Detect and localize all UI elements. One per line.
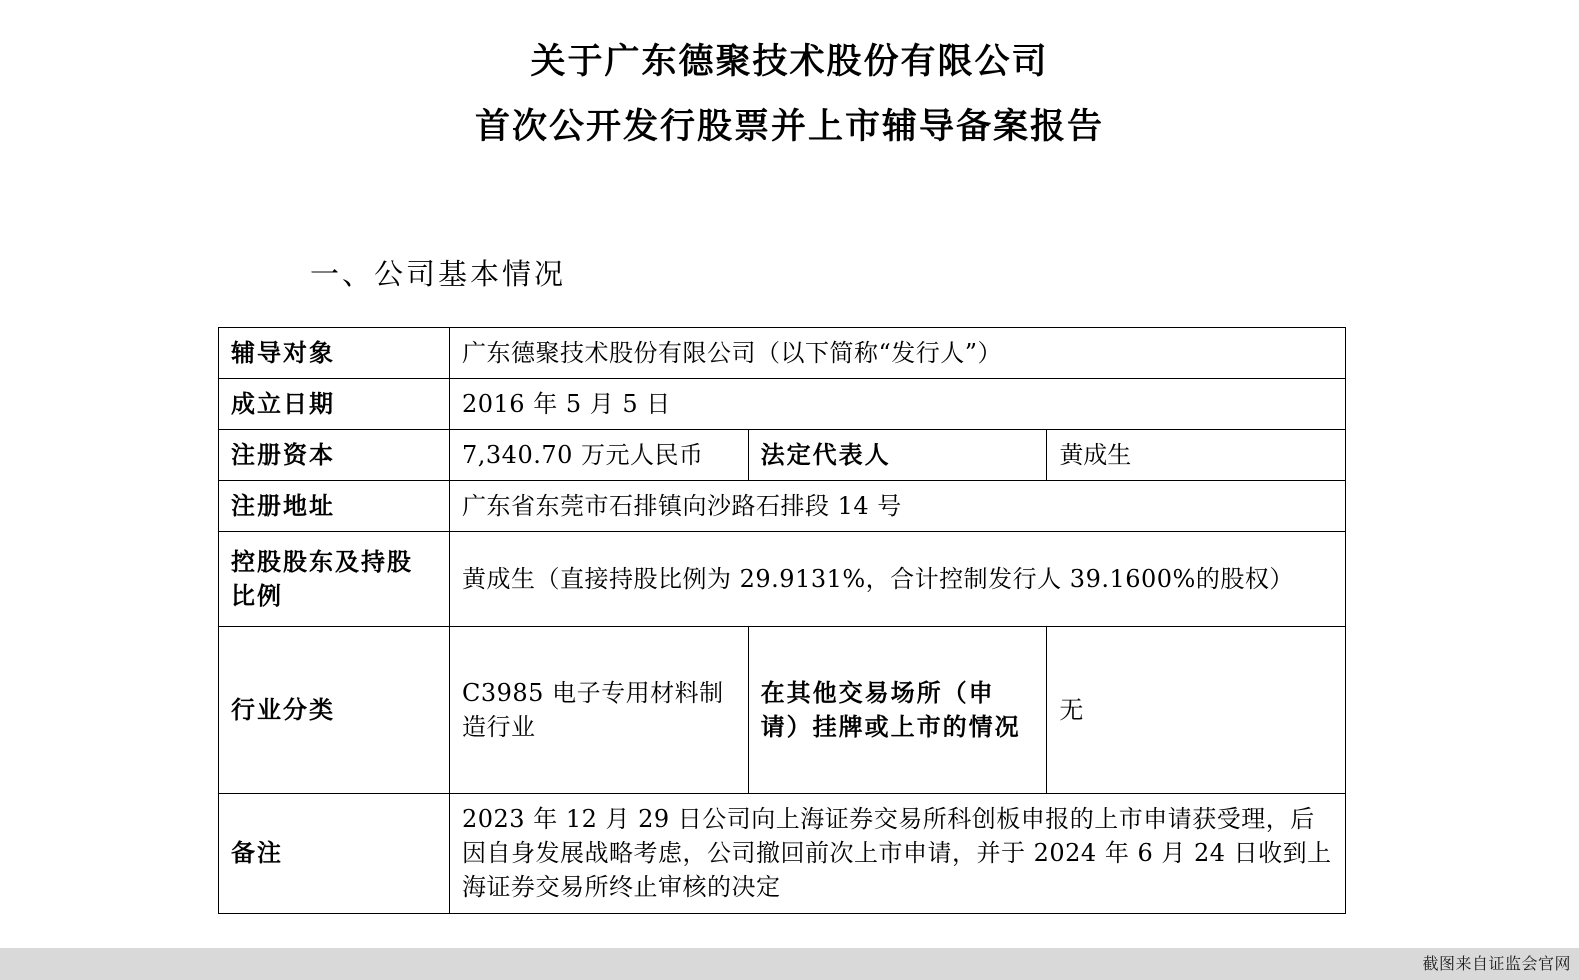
table-row xyxy=(219,430,1346,481)
row-value-remark: 2023 年 12 月 29 日公司向上海证券交易所科创板申报的上市申请获受理，后因自身发展战略考虑，公司撤回前次上市申请，并于 2024 年 6 月 24 日收到上海证券交易所终止审核的决定 xyxy=(450,794,1346,913)
table-row xyxy=(219,794,1346,913)
table-row xyxy=(219,627,1346,794)
section-heading: 一、公司基本情况 xyxy=(310,257,567,291)
document-title-line-1: 关于广东德聚技术股份有限公司 xyxy=(530,41,1049,82)
row-label-controlling-shareholder: 控股股东及持股比例 xyxy=(219,532,450,627)
table-row xyxy=(219,379,1346,430)
row-value-other-exchange-listing: 无 xyxy=(1047,627,1346,794)
row-value-guidance-target: 广东德聚技术股份有限公司（以下简称“发行人”） xyxy=(450,328,1346,379)
row-value-controlling-shareholder: 黄成生（直接持股比例为 29.9131%，合计控制发行人 39.1600%的股权） xyxy=(450,532,1346,627)
table-row xyxy=(219,532,1346,627)
document-title-line-2: 首次公开发行股票并上市辅导备案报告 xyxy=(474,106,1104,147)
row-label-registered-address: 注册地址 xyxy=(219,481,450,532)
row-value-legal-representative: 黄成生 xyxy=(1047,430,1346,481)
row-label-industry-classification: 行业分类 xyxy=(219,627,450,794)
table-row xyxy=(219,481,1346,532)
table-row xyxy=(219,328,1346,379)
row-value-registered-address: 广东省东莞市石排镇向沙路石排段 14 号 xyxy=(450,481,1346,532)
row-value-establish-date: 2016 年 5 月 5 日 xyxy=(450,379,1346,430)
row-label-remark: 备注 xyxy=(219,794,450,913)
row-value-registered-capital: 7,340.70 万元人民币 xyxy=(450,430,749,481)
row-label-establish-date: 成立日期 xyxy=(219,379,450,430)
row-label-registered-capital: 注册资本 xyxy=(219,430,450,481)
row-label-guidance-target: 辅导对象 xyxy=(219,328,450,379)
footer-bar xyxy=(0,948,1579,980)
watermark-text: 截图来自证监会官网 xyxy=(1422,954,1571,973)
row-value-industry-classification: C3985 电子专用材料制造行业 xyxy=(450,627,749,794)
row-label-legal-representative: 法定代表人 xyxy=(748,430,1047,481)
company-info-table xyxy=(218,327,1346,914)
row-label-other-exchange-listing: 在其他交易场所（申请）挂牌或上市的情况 xyxy=(748,627,1047,794)
